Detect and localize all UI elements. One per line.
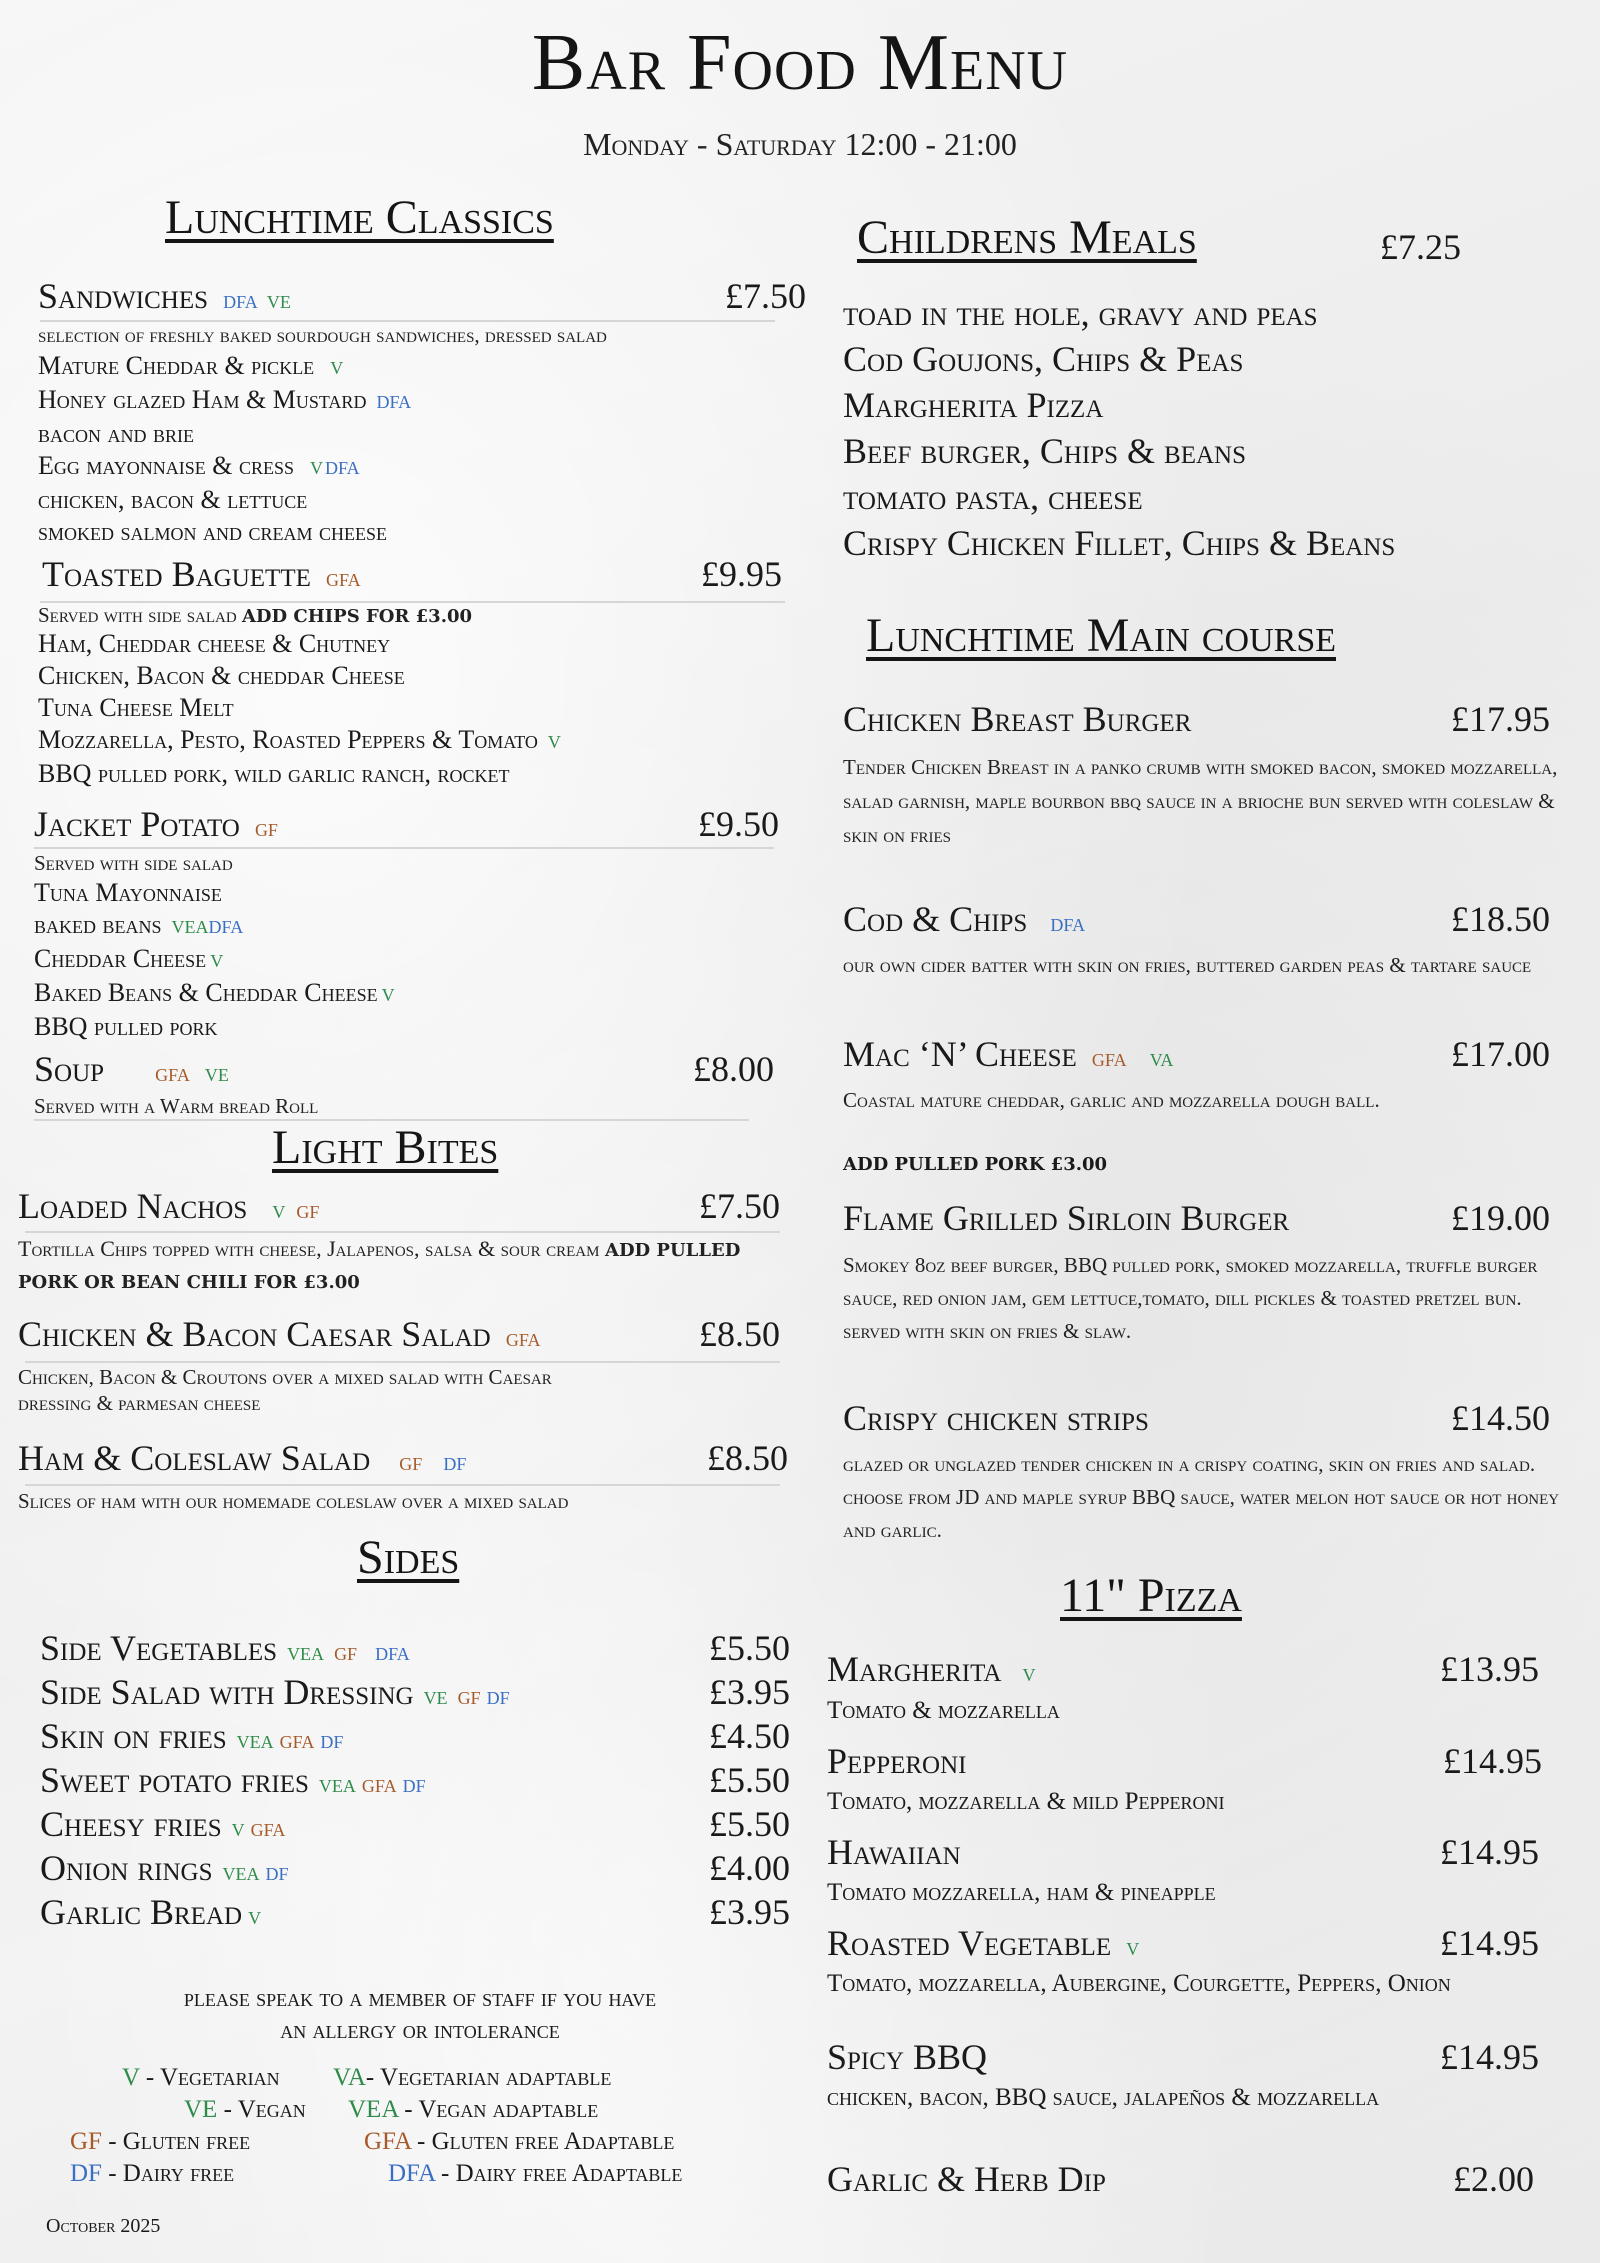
item-name: Cod & Chips <box>843 899 1028 939</box>
item-name: Spicy BBQ <box>827 2037 988 2077</box>
item-description: Tomato mozzarella, ham & pineapple <box>827 1879 1216 1906</box>
pizza-item-margherita <box>827 1648 1539 1690</box>
childrens-meal-item: toad in the hole, gravy and peas <box>843 293 1318 333</box>
item-description: Slices of ham with our homemade coleslaw over a mixed salad <box>18 1489 569 1513</box>
option-row: Mozzarella, Pesto, Roasted Peppers & Tomato V <box>38 725 561 754</box>
pizza-item-roasted-vegetable <box>827 1922 1539 1964</box>
option-row: Cheddar Cheese V <box>34 944 224 973</box>
dietary-tag-df: DF <box>443 1454 467 1474</box>
item-name: Soup <box>34 1049 105 1089</box>
dietary-tag-v: V <box>547 732 561 752</box>
item-price: £8.00 <box>693 1049 774 1089</box>
legend-ve: VE - Vegan <box>184 2096 306 2123</box>
dietary-tag-gf: GF <box>296 1202 320 1222</box>
item-price: £3.95 <box>709 1892 790 1932</box>
jacket-options <box>34 877 395 1043</box>
add-on-note: ADD PULLED PORK £3.00 <box>843 1154 1108 1175</box>
menu-item-sirloin-burger <box>843 1197 1550 1239</box>
item-name: Sandwiches <box>38 276 209 316</box>
menu-item-jacket-potato <box>34 803 779 845</box>
legend-gf: GF - Gluten free <box>70 2128 251 2155</box>
item-description: Tender Chicken Breast in a panko crumb with smoked bacon, smoked mozzarella, salad garnish, maple bourbon bbq sauce in a brioche bun served with coleslaw & skin on fries <box>843 755 1558 847</box>
section-heading-light-bites: Light Bites <box>272 1121 499 1174</box>
divider <box>25 1361 780 1363</box>
item-price: £5.50 <box>709 1804 790 1844</box>
dietary-tag-v: V <box>1022 1665 1036 1685</box>
dietary-tag-ve: VE <box>204 1065 229 1085</box>
dietary-tag-v: V <box>1126 1939 1140 1959</box>
item-description: glazed or unglazed tender chicken in a crispy coating, skin on fries and salad. choose from JD and maple syrup BBQ sauce, water melon hot sauce or hot honey and garlic. <box>843 1452 1560 1542</box>
dietary-tag-dfa: DFA <box>375 1644 410 1664</box>
item-price: £9.50 <box>698 804 779 844</box>
section-heading-lunchtime-classics: Lunchtime Classics <box>165 191 554 244</box>
option-row: Baked Beans & Cheddar Cheese V <box>34 978 395 1007</box>
item-name: Chicken & Bacon Caesar Salad <box>18 1314 491 1354</box>
option-row: Honey glazed Ham & Mustard DFA <box>38 385 412 414</box>
dietary-tag-gfa: GFA <box>279 1732 315 1752</box>
item-description: Coastal mature cheddar, garlic and mozzarella dough ball. <box>843 1088 1380 1112</box>
option-row: Egg mayonnaise & cress V DFA <box>38 451 360 480</box>
item-price: £19.00 <box>1451 1198 1550 1238</box>
allergy-notice-line1: please speak to a member of staff if you have <box>183 1985 657 2012</box>
section-heading-sides: Sides <box>357 1531 460 1584</box>
item-name: Roasted Vegetable <box>827 1923 1112 1963</box>
dietary-tag-gfa: GFA <box>1091 1050 1127 1070</box>
dietary-tag-gfa: GFA <box>155 1065 190 1085</box>
option-row: baked beans VEADFA <box>34 910 244 939</box>
pizza-item-spicy-bbq <box>827 2036 1539 2078</box>
item-description: Served with side salad ADD CHIPS FOR £3.00 <box>38 603 473 627</box>
divider <box>25 1231 780 1233</box>
legend-vea: VEA - Vegan adaptable <box>348 2096 599 2123</box>
menu-item-soup <box>34 1048 774 1090</box>
menu-item-ham-coleslaw-salad <box>18 1437 788 1479</box>
dietary-tag-v: V <box>231 1820 245 1840</box>
dietary-tag-vea: VEA <box>222 1864 260 1884</box>
dietary-tag-vea: VEA <box>318 1776 356 1796</box>
side-item-skin-on-fries: Skin on fries VEA GFA DF £4.50 <box>40 1716 790 1756</box>
item-price: £13.95 <box>1440 1649 1539 1689</box>
dietary-tag-v: V <box>248 1908 262 1928</box>
item-price: £7.50 <box>699 1186 780 1226</box>
option-row: Mature Cheddar & pickle V <box>38 351 344 380</box>
item-description: selection of freshly baked sourdough sandwiches, dressed salad <box>38 323 607 347</box>
menu-item-mac-n-cheese <box>843 1033 1550 1075</box>
option-row: BBQ pulled pork <box>34 1012 218 1041</box>
item-price: £14.95 <box>1443 1741 1542 1781</box>
pizza-item-pepperoni <box>827 1740 1542 1782</box>
item-name: Crispy chicken strips <box>843 1398 1149 1438</box>
item-name: Ham & Coleslaw Salad <box>18 1438 371 1478</box>
dietary-tag-dfa: DFA <box>1050 915 1086 935</box>
item-price: £14.95 <box>1440 2037 1539 2077</box>
item-price: £14.95 <box>1440 1923 1539 1963</box>
option-row: BBQ pulled pork, wild garlic ranch, rocket <box>38 759 510 788</box>
dietary-tag-ve: VE <box>423 1688 448 1708</box>
option-row: smoked salmon and cream cheese <box>38 517 388 546</box>
item-description: Chicken, Bacon & Croutons over a mixed salad with Caesar dressing & parmesan cheese <box>18 1365 552 1415</box>
menu-item-caesar-salad <box>18 1313 780 1355</box>
option-row: Chicken, Bacon & cheddar Cheese <box>38 661 405 690</box>
item-description: Served with a Warm bread Roll <box>34 1094 319 1118</box>
dietary-tag-v: V <box>309 458 323 478</box>
side-item-sweet-potato-fries: Sweet potato fries VEA GFA DF £5.50 <box>40 1760 790 1800</box>
menu-date: October 2025 <box>46 2215 161 2237</box>
legend-va: VA- Vegetarian adaptable <box>333 2064 612 2091</box>
item-price: £5.50 <box>709 1760 790 1800</box>
dietary-tag-dfa: DFA <box>324 458 360 478</box>
item-name: Pepperoni <box>827 1741 967 1781</box>
childrens-meal-item: tomato pasta, cheese <box>843 477 1143 517</box>
legend-v: V - Vegetarian <box>122 2064 280 2091</box>
item-price: £9.95 <box>701 554 782 594</box>
item-name: Toasted Baguette <box>42 554 311 594</box>
pizza-item-garlic-herb-dip <box>827 2158 1534 2200</box>
dietary-tag-gf: GF <box>399 1454 423 1474</box>
dietary-tag-df: DF <box>486 1688 510 1708</box>
item-description: Tortilla Chips topped with cheese, Jalapenos, salsa & sour cream ADD PULLED PORK OR BEAN CHILI FOR £3.00 <box>18 1236 741 1293</box>
dietary-tag-v: V <box>330 358 344 378</box>
menu-item-cod-and-chips <box>843 898 1550 940</box>
side-item-vegetables: Side Vegetables VEA GF DFA £5.50 <box>40 1628 790 1668</box>
item-description: Served with side salad <box>34 851 233 875</box>
dietary-tag-v: V <box>210 951 224 971</box>
item-description: Tomato & mozzarella <box>827 1697 1060 1724</box>
dietary-tag-v: V <box>381 985 395 1005</box>
childrens-meals-list <box>843 290 1395 566</box>
menu-item-chicken-breast-burger <box>843 698 1550 740</box>
pizza-item-hawaiian <box>827 1831 1539 1873</box>
section-heading-main-course: Lunchtime Main course <box>866 609 1336 662</box>
option-row: Tuna Mayonnaise <box>34 878 222 907</box>
dietary-tag-df: DF <box>265 1864 289 1884</box>
item-price: £14.50 <box>1451 1398 1550 1438</box>
side-item-salad: Side Salad with Dressing VE GF DF £3.95 <box>40 1672 790 1712</box>
item-name: Flame Grilled Sirloin Burger <box>843 1198 1290 1238</box>
option-row: Tuna Cheese Melt <box>38 693 234 722</box>
menu-title: Bar Food Menu <box>531 19 1069 107</box>
menu-item-loaded-nachos <box>18 1185 780 1227</box>
item-price: £14.95 <box>1440 1832 1539 1872</box>
dietary-tag-vea: VEA <box>236 1732 274 1752</box>
item-price: £2.00 <box>1453 2159 1534 2199</box>
item-name: Loaded Nachos <box>18 1186 248 1226</box>
item-name: Mac ‘N’ Cheese <box>843 1034 1077 1074</box>
allergy-notice-line2: an allergy or intolerance <box>280 2017 560 2044</box>
item-description: chicken, bacon, BBQ sauce, jalapeños & mozzarella <box>827 2084 1380 2111</box>
childrens-meal-item: Beef burger, Chips & beans <box>843 431 1247 471</box>
option-row: bacon and brie <box>38 419 195 448</box>
opening-hours: Monday - Saturday 12:00 - 21:00 <box>583 126 1017 162</box>
legend-dfa: DFA - Dairy free Adaptable <box>388 2160 683 2187</box>
baguette-options <box>38 628 561 790</box>
item-name: Jacket Potato <box>34 804 240 844</box>
side-item-garlic-bread: Garlic Bread V £3.95 <box>40 1892 790 1932</box>
dietary-tag-vea: VEA <box>287 1644 325 1664</box>
legend-df: DF - Dairy free <box>70 2160 235 2187</box>
menu-item-sandwiches <box>38 275 806 317</box>
dietary-tag-gf: GF <box>457 1688 481 1708</box>
item-price: £17.95 <box>1451 699 1550 739</box>
dietary-tag-gfa: GFA <box>361 1776 397 1796</box>
section-heading-pizza: 11" Pizza <box>1060 1569 1242 1622</box>
item-name: Hawaiian <box>827 1832 961 1872</box>
dietary-tag-df: DF <box>402 1776 426 1796</box>
item-price: £17.00 <box>1451 1034 1550 1074</box>
dietary-tag-dfa: DFA <box>376 392 412 412</box>
divider <box>25 1484 780 1486</box>
section-heading-childrens-meals: Childrens Meals <box>857 211 1197 264</box>
dietary-tag-gfa: GFA <box>325 570 361 590</box>
childrens-meals-price: £7.25 <box>1380 227 1461 267</box>
side-item-onion-rings: Onion rings VEA DF £4.00 <box>40 1848 790 1888</box>
dietary-tag-gfa: GFA <box>250 1820 286 1840</box>
item-description: Tomato, mozzarella & mild Pepperoni <box>827 1788 1225 1815</box>
item-price: £7.50 <box>725 276 806 316</box>
item-name: Margherita <box>827 1649 1002 1689</box>
dietary-tag-va: VA <box>1149 1050 1174 1070</box>
divider <box>34 847 774 849</box>
legend-gfa: GFA - Gluten free Adaptable <box>364 2128 675 2155</box>
item-price: £8.50 <box>707 1438 788 1478</box>
item-price: £5.50 <box>709 1628 790 1668</box>
item-name: Garlic & Herb Dip <box>827 2159 1106 2199</box>
dietary-tag-vea: VEA <box>171 917 209 937</box>
dietary-tag-v: V <box>272 1202 286 1222</box>
dietary-tag-gf: GF <box>334 1644 358 1664</box>
dietary-tag-gf: GF <box>254 820 278 840</box>
childrens-meal-item: Cod Goujons, Chips & Peas <box>843 339 1244 379</box>
childrens-meal-item: Crispy Chicken Fillet, Chips & Beans <box>843 523 1396 563</box>
sandwich-options <box>38 350 411 548</box>
item-description: Tomato, mozzarella, Aubergine, Courgette, Peppers, Onion <box>827 1970 1451 1997</box>
dietary-tag-df: DF <box>320 1732 344 1752</box>
item-description: our own cider batter with skin on fries, buttered garden peas & tartare sauce <box>843 953 1532 977</box>
item-price: £4.00 <box>709 1848 790 1888</box>
item-price: £3.95 <box>709 1672 790 1712</box>
dietary-tag-dfa: DFA <box>223 292 258 312</box>
item-name: Chicken Breast Burger <box>843 699 1192 739</box>
add-on-note: ADD PULLED PORK OR BEAN CHILI FOR £3.00 <box>18 1240 741 1293</box>
menu-item-crispy-chicken-strips <box>843 1397 1550 1439</box>
item-price: £4.50 <box>709 1716 790 1756</box>
item-description: Smokey 8oz beef burger, BBQ pulled pork, smoked mozzarella, truffle burger sauce, red onion jam, gem lettuce,tomato, dill pickles & toasted pretzel bun. served with skin on fries & slaw. <box>843 1253 1538 1343</box>
side-item-cheesy-fries: Cheesy fries V GFA £5.50 <box>40 1804 790 1844</box>
childrens-meal-item: Margherita Pizza <box>843 385 1104 425</box>
option-row: Ham, Cheddar cheese & Chutney <box>38 629 391 658</box>
option-row: chicken, bacon & lettuce <box>38 485 308 514</box>
item-price: £18.50 <box>1451 899 1550 939</box>
dietary-tag-ve: VE <box>266 292 291 312</box>
item-price: £8.50 <box>699 1314 780 1354</box>
menu-item-toasted-baguette <box>42 553 782 595</box>
dietary-tag-dfa: DFA <box>208 917 244 937</box>
add-on-note: ADD CHIPS FOR £3.00 <box>241 606 473 627</box>
dietary-tag-gfa: GFA <box>505 1330 541 1350</box>
